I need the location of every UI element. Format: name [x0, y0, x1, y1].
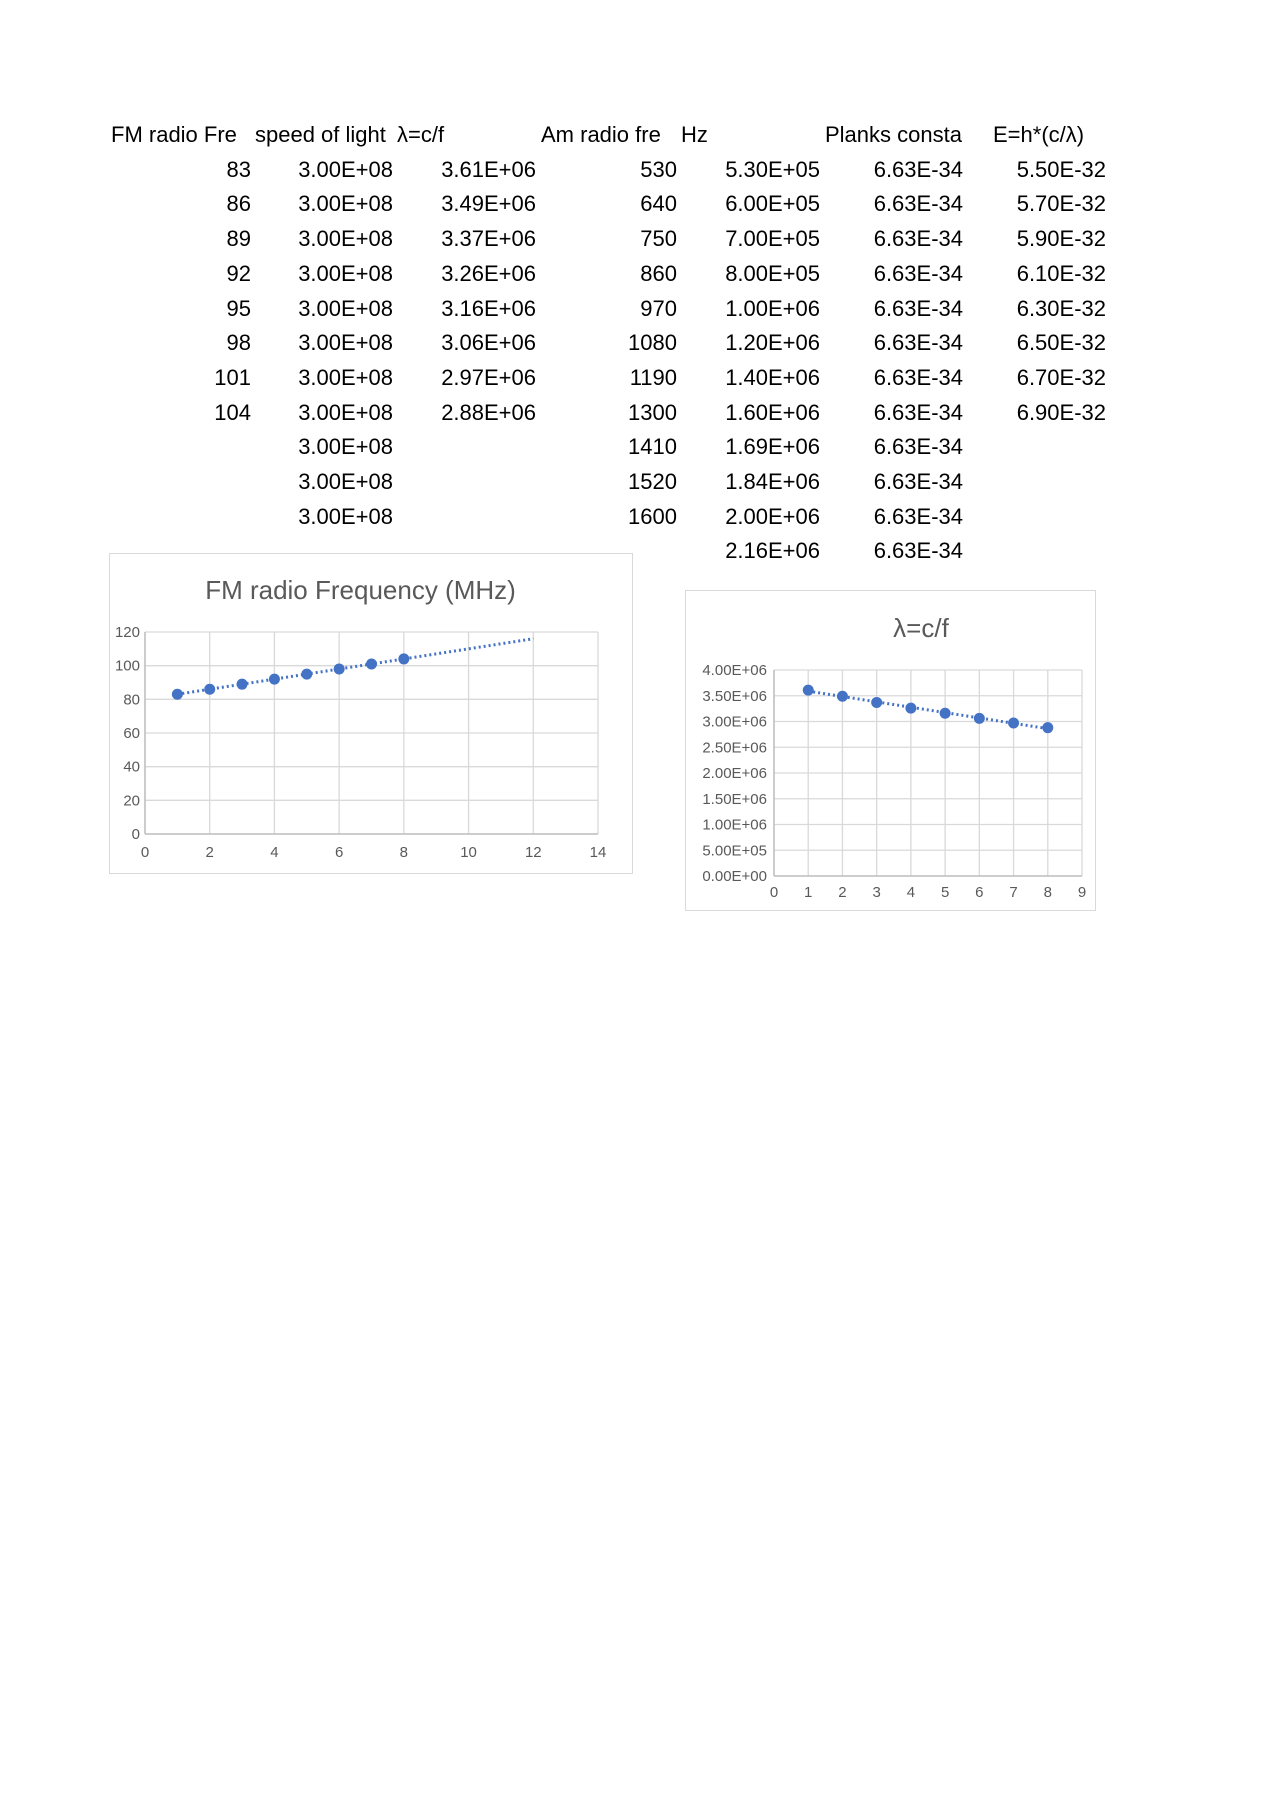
- trendline: [177, 639, 533, 695]
- hertz-cell[interactable]: 7.00E+05: [725, 226, 820, 252]
- am-frequency-cell[interactable]: 970: [640, 295, 677, 321]
- fm-frequency-cell[interactable]: 98: [226, 330, 251, 356]
- y-tick-label: 2.50E+06: [702, 739, 767, 757]
- am-frequency-cell[interactable]: 1190: [629, 364, 677, 390]
- hertz-cell[interactable]: 1.00E+06: [725, 295, 820, 321]
- x-tick-label: 2: [838, 884, 847, 901]
- data-point: [871, 697, 882, 708]
- speed-of-light-cell[interactable]: 3.00E+08: [298, 399, 393, 425]
- speed-of-light-cell[interactable]: 3.00E+08: [298, 469, 393, 494]
- planck-constant-cell[interactable]: 6.63E-34: [873, 399, 963, 425]
- hertz-cell[interactable]: 1.20E+06: [725, 330, 820, 356]
- data-point: [204, 684, 215, 695]
- fm-frequency-chart-svg: [110, 554, 634, 875]
- planck-constant-cell[interactable]: 6.63E-34: [873, 156, 963, 182]
- data-point: [301, 669, 312, 680]
- planck-constant-cell[interactable]: 6.63E-34: [873, 226, 963, 252]
- am-frequency-cell[interactable]: 1520: [628, 469, 677, 494]
- x-tick-label: 0: [140, 844, 150, 861]
- fm-frequency-cell[interactable]: 104: [214, 399, 251, 425]
- y-tick-label: 60: [123, 725, 140, 742]
- data-point: [940, 708, 951, 719]
- y-tick-label: 100: [114, 657, 140, 675]
- speed-of-light-cell[interactable]: 3.00E+08: [298, 260, 393, 286]
- x-tick-label: 8: [399, 844, 409, 861]
- x-tick-label: 6: [334, 844, 344, 861]
- data-point: [172, 689, 183, 700]
- x-tick-label: 9: [1077, 884, 1087, 901]
- am-frequency-cell[interactable]: 1080: [628, 330, 677, 356]
- planck-constant-cell[interactable]: 6.63E-34: [873, 538, 963, 564]
- header-cell[interactable]: Am radio fre: [541, 122, 661, 147]
- wavelength-cell[interactable]: 3.06E+06: [441, 330, 536, 356]
- header-cell[interactable]: Planks consta: [825, 122, 962, 147]
- energy-cell[interactable]: 5.90E-32: [1016, 226, 1106, 252]
- fm-frequency-cell[interactable]: 89: [226, 226, 251, 252]
- energy-cell[interactable]: 5.70E-32: [1016, 191, 1106, 217]
- header-cell[interactable]: Hz: [681, 122, 708, 147]
- planck-constant-cell[interactable]: 6.63E-34: [873, 191, 963, 217]
- energy-cell[interactable]: 5.50E-32: [1016, 156, 1106, 182]
- wavelength-cell[interactable]: 3.16E+06: [441, 295, 536, 321]
- speed-of-light-cell[interactable]: 3.00E+08: [298, 330, 393, 356]
- data-point: [905, 703, 916, 714]
- wavelength-cell[interactable]: 3.61E+06: [441, 156, 536, 182]
- y-tick-label: 5.00E+05: [702, 842, 767, 860]
- wavelength-cell[interactable]: 2.97E+06: [441, 364, 536, 390]
- x-tick-label: 4: [906, 884, 916, 901]
- data-point: [1042, 722, 1053, 733]
- speed-of-light-cell[interactable]: 3.00E+08: [298, 503, 393, 529]
- y-tick-label: 3.00E+06: [702, 713, 767, 731]
- wavelength-cell[interactable]: 3.26E+06: [441, 260, 536, 286]
- chart-title: FM radio Frequency (MHz): [205, 575, 516, 605]
- hertz-cell[interactable]: 1.69E+06: [725, 434, 820, 460]
- x-tick-label: 5: [940, 884, 950, 901]
- am-frequency-cell[interactable]: 640: [640, 191, 677, 217]
- fm-frequency-cell[interactable]: 83: [226, 156, 251, 182]
- fm-frequency-cell[interactable]: 86: [226, 191, 251, 217]
- am-frequency-cell[interactable]: 1300: [628, 399, 677, 425]
- header-cell[interactable]: speed of light: [255, 122, 386, 147]
- data-point: [1008, 718, 1019, 729]
- speed-of-light-cell[interactable]: 3.00E+08: [298, 295, 393, 321]
- speed-of-light-cell[interactable]: 3.00E+08: [298, 191, 393, 217]
- hertz-cell[interactable]: 1.84E+06: [725, 469, 820, 494]
- planck-constant-cell[interactable]: 6.63E-34: [873, 469, 963, 494]
- y-tick-label: 40: [123, 758, 140, 776]
- am-frequency-cell[interactable]: 750: [640, 226, 677, 252]
- energy-cell[interactable]: 6.10E-32: [1016, 260, 1106, 286]
- y-tick-label: 120: [114, 624, 140, 641]
- fm-frequency-cell[interactable]: 101: [214, 364, 251, 390]
- speed-of-light-cell[interactable]: 3.00E+08: [298, 364, 393, 390]
- planck-constant-cell[interactable]: 6.63E-34: [873, 364, 963, 390]
- y-tick-label: 1.00E+06: [702, 816, 767, 834]
- chart-title: λ=c/f: [893, 613, 949, 643]
- hertz-cell[interactable]: 2.00E+06: [725, 503, 820, 529]
- x-tick-label: 4: [270, 844, 279, 861]
- hertz-cell[interactable]: 2.16E+06: [725, 538, 820, 564]
- x-tick-label: 12: [524, 844, 542, 861]
- y-tick-label: 20: [123, 792, 140, 810]
- data-point: [398, 653, 409, 664]
- energy-cell[interactable]: 6.30E-32: [1016, 295, 1106, 321]
- energy-cell[interactable]: 6.70E-32: [1016, 364, 1106, 390]
- am-frequency-cell[interactable]: 1600: [628, 503, 677, 529]
- header-cell[interactable]: FM radio Fre: [111, 122, 237, 147]
- wavelength-cell[interactable]: 3.49E+06: [441, 191, 536, 217]
- fm-frequency-chart[interactable]: [109, 553, 633, 874]
- energy-cell[interactable]: 6.90E-32: [1016, 399, 1106, 425]
- x-tick-label: 2: [205, 844, 214, 861]
- fm-frequency-cell[interactable]: 95: [226, 295, 251, 321]
- am-frequency-cell[interactable]: 860: [640, 260, 677, 286]
- wavelength-chart[interactable]: [685, 590, 1096, 911]
- x-tick-label: 0: [769, 884, 779, 901]
- wavelength-chart-svg: [686, 591, 1097, 912]
- y-tick-label: 2.00E+06: [702, 765, 767, 782]
- speed-of-light-cell[interactable]: 3.00E+08: [298, 226, 393, 252]
- x-tick-label: 7: [1009, 884, 1018, 901]
- x-tick-label: 3: [872, 884, 881, 901]
- y-tick-label: 0.00E+00: [702, 868, 767, 885]
- data-point: [837, 691, 848, 702]
- wavelength-cell[interactable]: 2.88E+06: [441, 399, 536, 425]
- data-point: [237, 679, 248, 690]
- data-point: [803, 685, 814, 696]
- hertz-cell[interactable]: 1.40E+06: [725, 364, 820, 390]
- x-tick-label: 14: [589, 844, 607, 861]
- y-tick-label: 80: [123, 691, 140, 709]
- speed-of-light-cell[interactable]: 3.00E+08: [298, 156, 393, 182]
- header-cell[interactable]: E=h*(c/λ): [993, 122, 1085, 147]
- planck-constant-cell[interactable]: 6.63E-34: [873, 330, 963, 356]
- x-tick-label: 6: [975, 884, 984, 901]
- hertz-cell[interactable]: 6.00E+05: [725, 191, 820, 217]
- data-point: [334, 664, 345, 675]
- y-tick-label: 4.00E+06: [702, 662, 767, 679]
- am-frequency-cell[interactable]: 1410: [628, 434, 677, 460]
- am-frequency-cell[interactable]: 530: [640, 156, 677, 182]
- y-tick-label: 3.50E+06: [702, 687, 767, 705]
- planck-constant-cell[interactable]: 6.63E-34: [873, 434, 963, 460]
- header-cell[interactable]: λ=c/f: [397, 122, 445, 147]
- x-tick-label: 10: [460, 844, 477, 861]
- planck-constant-cell[interactable]: 6.63E-34: [873, 503, 963, 529]
- y-tick-label: 1.50E+06: [702, 790, 767, 808]
- hertz-cell[interactable]: 1.60E+06: [725, 399, 820, 425]
- data-point: [974, 713, 985, 724]
- hertz-cell[interactable]: 5.30E+05: [725, 156, 820, 182]
- data-point: [366, 658, 377, 669]
- speed-of-light-cell[interactable]: 3.00E+08: [298, 434, 393, 460]
- data-point: [269, 674, 280, 685]
- planck-constant-cell[interactable]: 6.63E-34: [873, 260, 963, 286]
- x-tick-label: 1: [804, 884, 813, 901]
- energy-cell[interactable]: 6.50E-32: [1016, 330, 1106, 356]
- x-tick-label: 8: [1043, 884, 1052, 901]
- y-tick-label: 0: [131, 826, 140, 843]
- planck-constant-cell[interactable]: 6.63E-34: [873, 295, 963, 321]
- wavelength-cell[interactable]: 3.37E+06: [441, 226, 536, 252]
- hertz-cell[interactable]: 8.00E+05: [725, 260, 820, 286]
- fm-frequency-cell[interactable]: 92: [226, 260, 251, 286]
